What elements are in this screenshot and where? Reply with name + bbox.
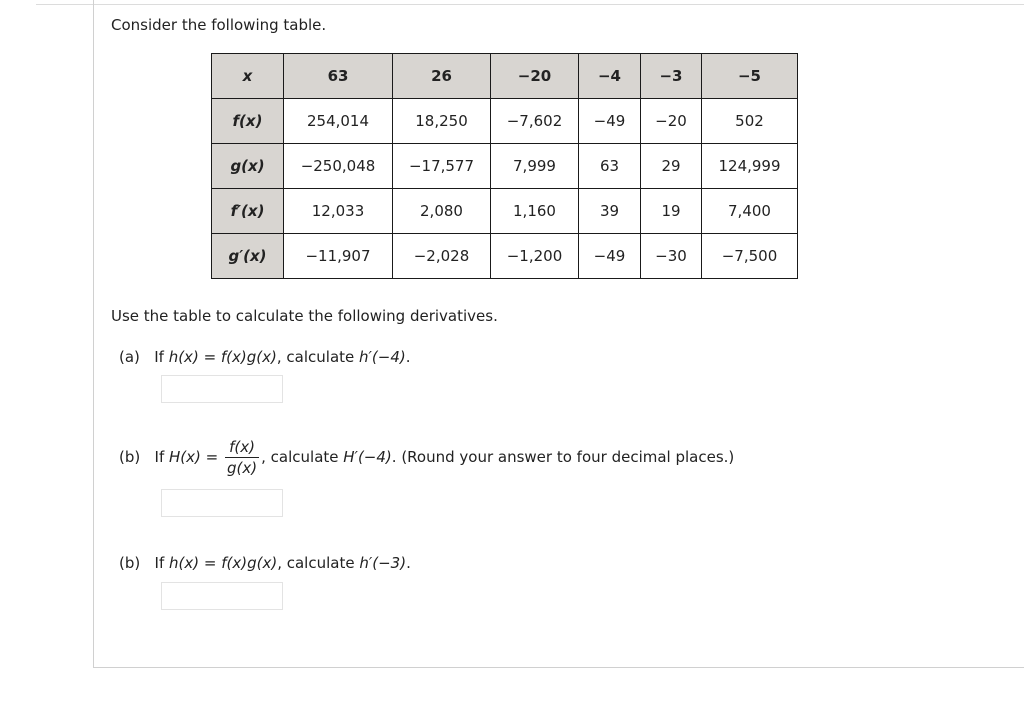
answer-c-input[interactable] (161, 582, 283, 610)
question-a (119, 348, 411, 366)
question-a-marker: (a) (119, 348, 140, 366)
question-c-tail: . (406, 554, 411, 572)
question-b-func: H(x) (169, 448, 201, 466)
question-a-lead: If (154, 348, 169, 366)
question-c-marker: (b) (119, 554, 141, 572)
question-b-marker: (b) (119, 448, 141, 466)
intro-text: Consider the following table. (111, 16, 327, 34)
table-cell: 1,160 (491, 189, 579, 234)
x-header-cell: x (212, 54, 284, 99)
table-cell: −17,577 (393, 144, 491, 189)
table-cell: −20 (641, 99, 702, 144)
row-label-f-prime: f′(x) (212, 189, 284, 234)
values-table (211, 53, 798, 279)
answer-b-input[interactable] (161, 489, 283, 517)
table-cell: 19 (641, 189, 702, 234)
table-row (212, 99, 798, 144)
table-header-row (212, 54, 798, 99)
x-value-cell: 63 (284, 54, 393, 99)
table-cell: 254,014 (284, 99, 393, 144)
question-c-sep: , calculate (277, 554, 360, 572)
table-row (212, 234, 798, 279)
table-cell: −7,500 (702, 234, 798, 279)
table-row (212, 144, 798, 189)
instructions-text: Use the table to calculate the following derivatives. (111, 307, 498, 325)
table-cell: −49 (579, 234, 641, 279)
x-value-cell: −20 (491, 54, 579, 99)
x-value-cell: −4 (579, 54, 641, 99)
table-cell: 2,080 (393, 189, 491, 234)
table-cell: −2,028 (393, 234, 491, 279)
table-cell: 39 (579, 189, 641, 234)
table-cell: 7,400 (702, 189, 798, 234)
question-c-target: h′(−3) (359, 554, 407, 572)
table-cell: −1,200 (491, 234, 579, 279)
question-c-expr: f(x)g(x) (221, 554, 278, 572)
question-a-tail: . (405, 348, 411, 366)
fraction-denominator: g(x) (227, 459, 258, 477)
table-cell: 12,033 (284, 189, 393, 234)
table-cell: 124,999 (702, 144, 798, 189)
table-cell: −30 (641, 234, 702, 279)
question-b-eq: = (200, 448, 224, 466)
table-cell: 7,999 (491, 144, 579, 189)
question-b-fraction (225, 438, 259, 477)
question-c (119, 554, 411, 572)
question-a-expr: f(x)g(x) (220, 348, 277, 366)
question-b-lead: If (154, 448, 170, 466)
row-label-g: g(x) (212, 144, 284, 189)
row-label-f: f(x) (212, 99, 284, 144)
x-value-cell: −3 (641, 54, 702, 99)
question-b (119, 438, 734, 477)
question-b-target: H′(−4) (343, 448, 392, 466)
answer-a-input[interactable] (161, 375, 283, 403)
question-b-sep: , calculate (261, 448, 344, 466)
question-b-tail: . (Round your answer to four decimal places.) (391, 448, 735, 466)
table-cell: 29 (641, 144, 702, 189)
table-cell: 18,250 (393, 99, 491, 144)
question-a-target: h′(−4) (359, 348, 406, 366)
row-label-g-prime: g′(x) (212, 234, 284, 279)
question-a-sep: , calculate (276, 348, 360, 366)
question-c-lead: If (154, 554, 170, 572)
question-a-func: h(x) (168, 348, 199, 366)
question-a-eq: = (198, 348, 221, 366)
table-cell: −11,907 (284, 234, 393, 279)
question-c-eq: = (199, 554, 222, 572)
table-cell: −49 (579, 99, 641, 144)
table-cell: −250,048 (284, 144, 393, 189)
table-cell: 502 (702, 99, 798, 144)
x-value-cell: −5 (702, 54, 798, 99)
question-c-func: h(x) (169, 554, 200, 572)
x-value-cell: 26 (393, 54, 491, 99)
table-row (212, 189, 798, 234)
table-cell: 63 (579, 144, 641, 189)
table-cell: −7,602 (491, 99, 579, 144)
fraction-numerator: f(x) (225, 438, 259, 458)
